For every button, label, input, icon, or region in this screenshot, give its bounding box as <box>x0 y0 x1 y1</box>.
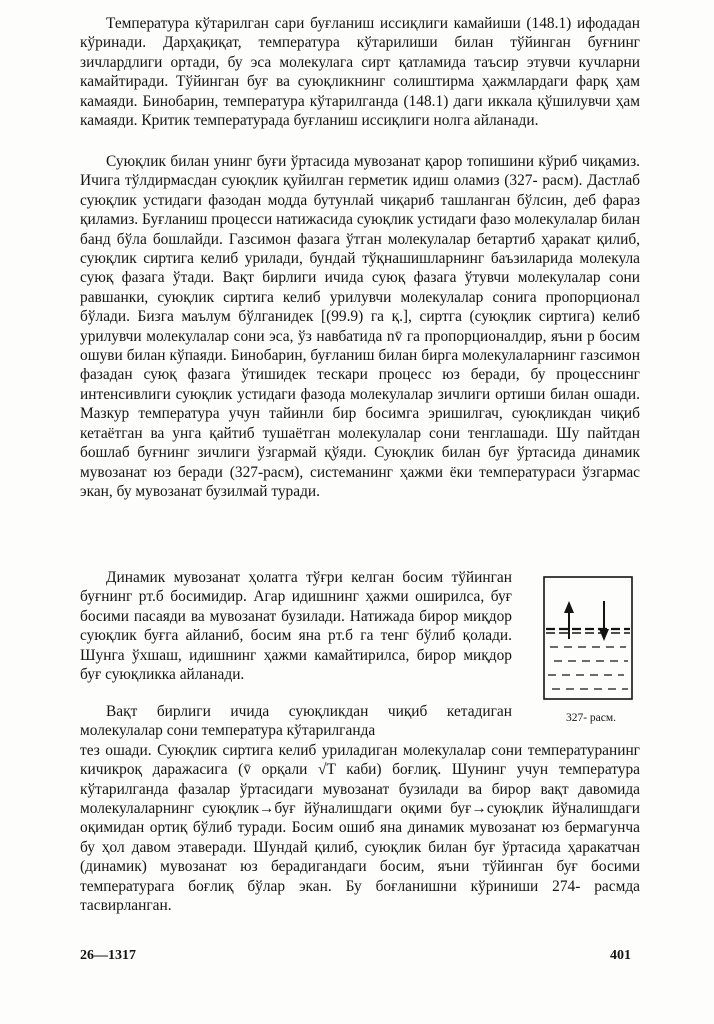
vessel-diagram <box>536 573 640 703</box>
paragraph-4 <box>80 702 640 915</box>
paragraph-4-rest: тез ошади. Суюқлик сиртига келиб уриладиган молекулалар сони температуранинг кичикроқ даражасига (v̄ орқали √T каби) боғлиқ. Шунинг учун температура кўтарилганда фазалар ўртасидаги мувозанат бузилади ва бирор вақт давомида молекулаларнинг суюқлик→буғ йўналишдаги оқими буғ→суюқлик йўналишдаги оқимидан ортиқ бўлиб туради. Босим ошиб яна динамик мувозанат юз бермагунча бу ҳол давом этаверади. Шундай қилиб, суюқлик билан буғ ўртасида ҳаракатчан (динамик) мувозанат юз берадигандаги босим, яъни тўйинган буғ босими температурага боғлиқ бўлар экан. Бу боғланишни кўриниши 274- расмда тасвирланган. <box>80 741 640 915</box>
printer-signature: 26—1317 <box>80 948 136 963</box>
figure-327-vessel <box>536 573 640 703</box>
liquid <box>546 629 630 689</box>
paragraph-1: Температура кўтарилган сари буғланиш иссиқлиги камайиши (148.1) ифодадан кўринади. Дарҳақиқат, температура кўтарилиши билан тўйинган буғнинг зичлардлиги ортади, бу эса молекулага сирт қатламида таъсир этувчи кучларни камайтиради. Тўйинган буғ ва суюқликнинг солиштирма ҳажмлардаги фарқ ҳам камаяди. Бинобарин, температура кўтарилганда (148.1) даги иккала қўшилувчи ҳам камаяди. Критик температурада буғланиш иссиқлиги нолга айланади. <box>80 15 640 130</box>
paragraph-4-lead: Вақт бирлиги ичида суюқликдан чиқиб кетадиган молекулалар сони температура кўтарилганда <box>80 703 512 740</box>
figure-caption: 327- расм. <box>565 712 617 724</box>
down-arrow-icon <box>599 601 609 641</box>
page-number: 401 <box>610 948 631 963</box>
paragraph-3: Динамик мувозанат ҳолатга тўғри келган босим тўйинган буғнинг pт.б босимидир. Агар идишнинг ҳажми оширилса, буғ босими пасаяди ва мувозанат бузилади. Натижада бирор миқдор суюқлик буғга айланиб, босим яна pт.б га тенг бўлиб қолади. Шунга ўхшаш, идишнинг ҳажми камайтирилса, бирор миқдор буғ суюқликка айланади. <box>80 569 512 684</box>
vessel-outline <box>544 577 632 699</box>
paragraph-2: Суюқлик билан унинг буғи ўртасида мувозанат қарор топишини кўриб чиқамиз. Ичига тўлдирмасдан суюқлик қуйилган герметик идиш оламиз (327- расм). Дастлаб суюқлик устидаги фазодан модда бутунлай чиқариб ташланган бўлсин, деб фараз қиламиз. Буғланиш процесси натижасида суюқлик устидаги фазо молекулалар билан банд бўла бошлайди. Газсимон фазага ўтган молекулалар бетартиб ҳаракат қилиб, суюқлик сиртига келиб урилади, бундай тўқнашишларнинг баъзиларида молекула суюқ фазага ўтади. Вақт бирлиги ичида суюқ фазага ўтувчи молекулалар сони равшанки, суюқлик сиртига келиб урилувчи молекулалар сонига пропорционал бўлади. Бизга маълум бўлганидек [(99.9) га қ.], сиртга (суюқлик сиртига) келиб урилувчи молекулалар сони эса, ўз навбатида nv̄ га пропорционалдир, яъни p босим ошуви билан кўпаяди. Бинобарин, буғланиш билан бирга молекулаларнинг газсимон фазадан суюқ фазага ўтишидек тескари процесс юз беради, бу процесснинг интенсивлиги суюқлик устидаги фазода молекулалар зичлиги ортиши билан ошади. Мазкур температура учун тайинли бир босимга эришилгач, суюқликдан чиқиб кетаётган ва унга қайтиб тушаётган молекулалар сони тенглашади. Шу пайтдан бошлаб буғнинг зичлиги ўзгармай қўяди. Суюқлик билан буғ ўртасида динамик мувозанат юз беради (327-расм), системанинг ҳажми ёки температураси ўзгармас экан, бу мувозанат бузилмай туради. <box>80 153 640 500</box>
